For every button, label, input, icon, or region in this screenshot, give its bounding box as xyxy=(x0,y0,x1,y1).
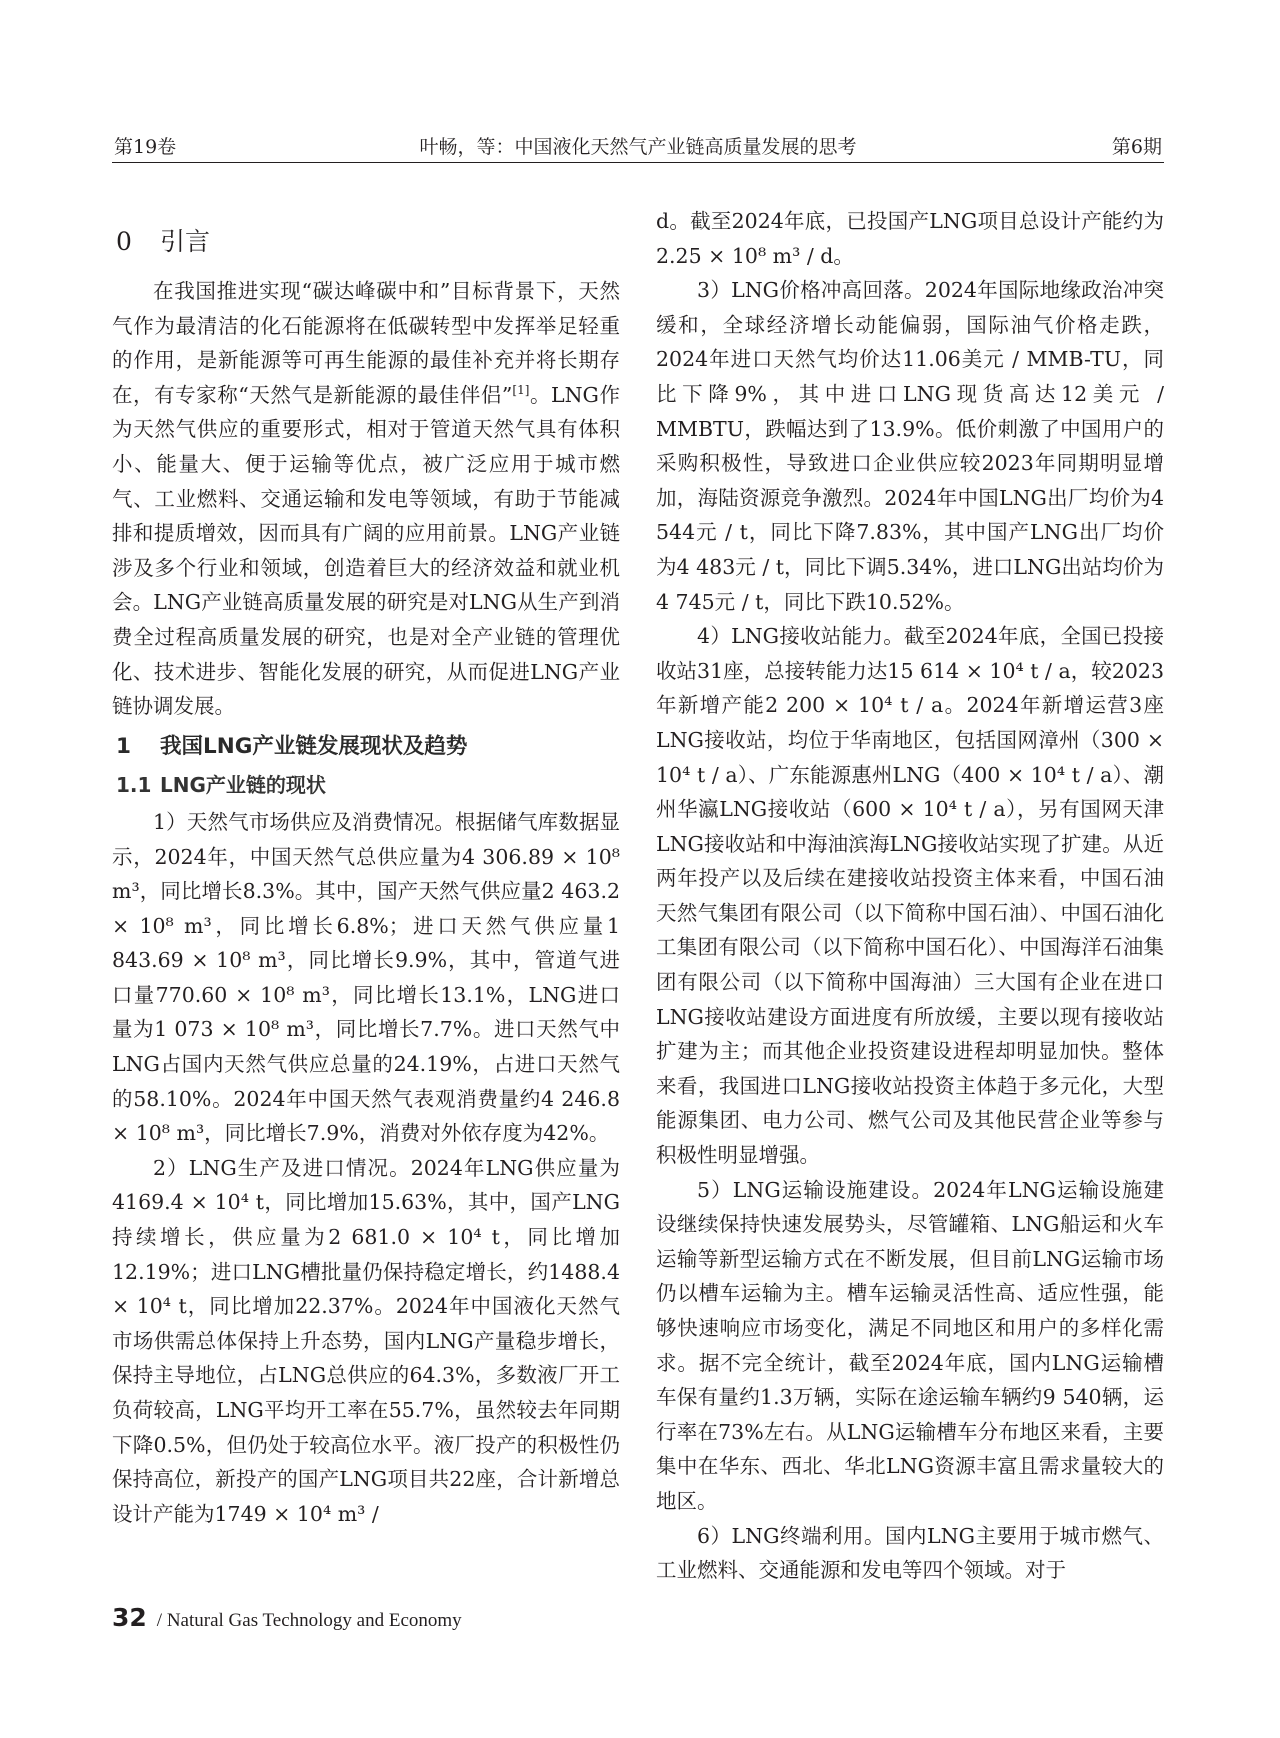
subsection-number: 1.1 xyxy=(116,773,152,798)
left-column xyxy=(112,206,620,1531)
paragraph-production-continued: d。截至2024年底，已投国产LNG项目总设计产能约为2.25 × 10⁸ m³ / d。 xyxy=(656,209,1164,268)
page-number: 32 xyxy=(112,1603,147,1632)
section-1-heading xyxy=(116,730,620,765)
paragraph-transport: 5）LNG运输设施建设。2024年LNG运输设施建设继续保持快速发展势头，尽管罐箱、LNG船运和火车运输等新型运输方式在不断发展，但目前LNG运输市场仍以槽车运输为主。槽车运输灵活性高、适应性强，能够快速响应市场变化，满足不同地区和用户的多样化需求。据不完全统计，截至2024年底，国内LNG运输槽车保有量约1.3万辆，实际在途运输车辆约9 540辆，运行率在73%左右。从LNG运输槽车分布地区来看，主要集中在华东、西北、华北LNG资源丰富且需求量较大的地区。 xyxy=(656,1177,1164,1513)
running-header xyxy=(112,128,1164,163)
intro-paragraph xyxy=(112,274,620,724)
citation-ref: [1] xyxy=(512,382,530,397)
paragraph-production: 2）LNG生产及进口情况。2024年LNG供应量为4169.4 × 10⁴ t，同比增加15.63%，其中，国产LNG持续增长，供应量为2 681.0 × 10⁴ t，同比增加12.19%；进口LNG槽批量仍保持稳定增长，约1488.4 × 10⁴ t，同比增加22.37%。2024年中国液化天然气市场供需总体保持上升态势，国内LNG产量稳步增长，保持主导地位，占LNG总供应的64.3%，多数液厂开工负荷较高，LNG平均开工率在55.7%，虽然较去年同期下降0.5%，但仍处于较高位水平。液厂投产的积极性仍保持高位，新投产的国产LNG项目共22座，合计新增总设计产能为1749 × 10⁴ m³ / xyxy=(112,1155,620,1526)
section-title: 引言 xyxy=(160,227,211,256)
issue-label: 第6期 xyxy=(1111,136,1162,158)
journal-name: / Natural Gas Technology and Economy xyxy=(156,1610,462,1631)
section-1-1-heading xyxy=(116,768,620,803)
paragraph-terminal: 4）LNG接收站能力。截至2024年底，全国已投接收站31座，总接转能力达15 614 × 10⁴ t / a，较2023年新增产能2 200 × 10⁴ t / a。2024年新增运营3座LNG接收站，均位于华南地区，包括国网漳州（300 × 10⁴ t / a）、广东能源惠州LNG（400 × 10⁴ t / a）、潮州华瀛LNG接收站（600 × 10⁴ t / a），另有国网天津LNG接收站和中海油滨海LNG接收站实现了扩建。从近两年投产以及后续在建接收站投资主体来看，中国石油天然气集团有限公司（以下简称中国石油）、中国石油化工集团有限公司（以下简称中国石化）、中国海洋石油集团有限公司（以下简称中国海油）三大国有企业在进口LNG接收站建设方面进度有所放缓，主要以现有接收站扩建为主；而其他企业投资建设进程却明显加快。整体来看，我国进口LNG接收站投资主体趋于多元化，大型能源集团、电力公司、燃气公司及其他民营企业等参与积极性明显增强。 xyxy=(656,624,1164,1168)
paragraph-price: 3）LNG价格冲高回落。2024年国际地缘政治冲突缓和，全球经济增长动能偏弱，国际油气价格走跌，2024年进口天然气均价达11.06美元 / MMB-TU，同比下降9%，其中进口LNG现货高达12美元 / MMBTU，跌幅达到了13.9%。低价刺激了中国用户的采购积极性，导致进口企业供应较2023年同期明显增加，海陆资源竞争激烈。2024年中国LNG出厂均价为4 544元 / t，同比下降7.83%，其中国产LNG出厂均价为4 483元 / t，同比下调5.34%，进口LNG出站均价为4 745元 / t，同比下跌10.52%。 xyxy=(656,278,1164,614)
running-title: 叶畅，等：中国液化天然气产业链高质量发展的思考 xyxy=(419,136,857,158)
right-column xyxy=(656,204,1164,1588)
section-number: 0 xyxy=(116,227,132,256)
section-0-heading xyxy=(116,222,620,262)
section-number: 1 xyxy=(116,733,131,759)
subsection-title: LNG产业链的现状 xyxy=(160,773,326,798)
paragraph-terminal-use: 6）LNG终端利用。国内LNG主要用于城市燃气、工业燃料、交通能源和发电等四个领域。对于 xyxy=(656,1523,1164,1583)
intro-text: 在我国推进实现“碳达峰碳中和”目标背景下，天然气作为最清洁的化石能源将在低碳转型中发挥举足轻重的作用，是新能源等可再生能源的最佳补充并将长期存在，有专家称“天然气是新能源的最佳伴侣” xyxy=(112,279,620,407)
page-footer xyxy=(112,1603,812,1632)
volume-label: 第19卷 xyxy=(114,136,177,158)
paragraph-supply: 1）天然气市场供应及消费情况。根据储气库数据显示，2024年，中国天然气总供应量为4 306.89 × 10⁸ m³，同比增长8.3%。其中，国产天然气供应量2 463.2 × 10⁸ m³，同比增长6.8%；进口天然气供应量1 843.69 × 10⁸ m³，同比增长9.9%，其中，管道气进口量770.60 × 10⁸ m³，同比增长13.1%，LNG进口量为1 073 × 10⁸ m³，同比增长7.7%。进口天然气中LNG占国内天然气供应总量的24.19%，占进口天然气的58.10%。2024年中国天然气表观消费量约4 246.8 × 10⁸ m³，同比增长7.9%，消费对外依存度为42%。 xyxy=(112,809,620,1146)
section-title: 我国LNG产业链发展现状及趋势 xyxy=(160,733,468,759)
intro-text-tail: 。LNG作为天然气供应的重要形式，相对于管道天然气具有体积小、能量大、便于运输等优点，被广泛应用于城市燃气、工业燃料、交通运输和发电等领域，有助于节能减排和提质增效，因而具有广阔的应用前景。LNG产业链涉及多个行业和领域，创造着巨大的经济效益和就业机会。LNG产业链高质量发展的研究是对LNG从生产到消费全过程高质量发展的研究，也是对全产业链的管理优化、技术进步、智能化发展的研究，从而促进LNG产业链协调发展。 xyxy=(112,382,620,719)
